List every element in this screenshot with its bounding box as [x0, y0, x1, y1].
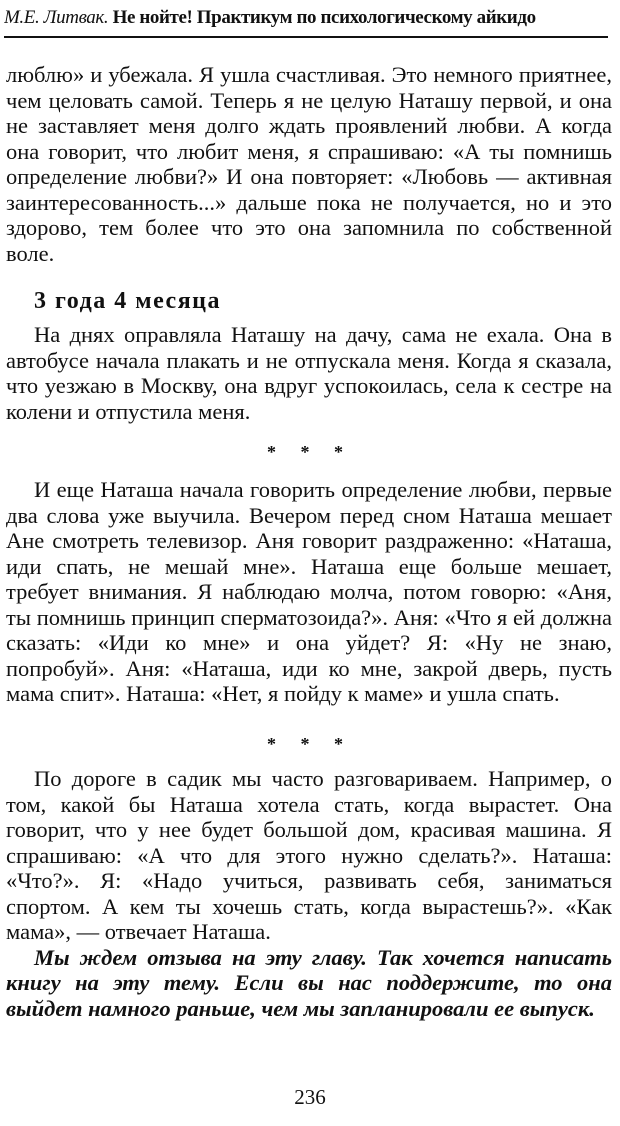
text-block-middle	[6, 477, 612, 707]
page-number: 236	[294, 1085, 326, 1109]
header-author: М.Е. Литвак.	[4, 7, 109, 28]
text-block-bottom	[6, 766, 612, 1021]
header-title: Не нойте! Практикум по психологическому айкидо	[112, 7, 536, 28]
running-header	[4, 2, 608, 38]
separator-stars: * * *	[267, 442, 353, 462]
section-heading: 3 года 4 месяца	[34, 288, 222, 314]
paragraph-bottom: По дороге в садик мы часто разговариваем. Например, о том, какой бы Наташа хотела стать, когда вырастет. Она говорит, что у нее будет большой дом, красивая машина. Я спрашиваю: «А что для этого нужно сделать?». Наташа: «Что?». Я: «Надо учиться, развивать себя, заниматься спортом. А кем ты хочешь стать, когда вырастешь?». «Как мама», — отвечает Наташа.	[6, 766, 612, 944]
text-block-section	[6, 322, 612, 424]
paragraph-section: На днях оправляла Наташу на дачу, сама не ехала. Она в автобусе начала плакать и не отпускала меня. Когда я сказала, что уезжаю в Москву, она вдруг успокоилась, села к сестре на колени и отпустила меня.	[6, 322, 612, 424]
separator-stars: * * *	[267, 734, 353, 754]
paragraph-italic-appeal: Мы ждем отзыва на эту главу. Так хочется написать книгу на эту тему. Если вы нас поддержите, то она выйдет намного раньше, чем мы запланировали ее выпуск.	[6, 944, 612, 1021]
paragraph-continued: люблю» и убежала. Я ушла счастливая. Это немного приятнее, чем целовать самой. Теперь я не целую Наташу первой, и она не заставляет меня долго ждать проявлений любви. А когда она говорит, что любит меня, я спрашиваю: «А ты помнишь определение любви?» И она повторяет: «Любовь — активная заинтересованность...» дальше пока не получается, но и это здорово, тем более что это она запомнила по собственной воле.	[6, 62, 612, 266]
text-block-top	[6, 62, 612, 266]
paragraph-middle: И еще Наташа начала говорить определение любви, первые два слова уже выучила. Вечером перед сном Наташа мешает Ане смотреть телевизор. Аня говорит раздраженно: «Наташа, иди спать, не мешай мне». Наташа еще больше мешает, требует внимания. Я наблюдаю молча, потом говорю: «Аня, ты помнишь принцип сперматозоида?». Аня: «Что я ей должна сказать: «Иди ко мне» и она уйдет? Я: «Ну не знаю, попробуй». Аня: «Наташа, иди ко мне, закрой дверь, пусть мама спит». Наташа: «Нет, я пойду к маме» и ушла спать.	[6, 477, 612, 706]
